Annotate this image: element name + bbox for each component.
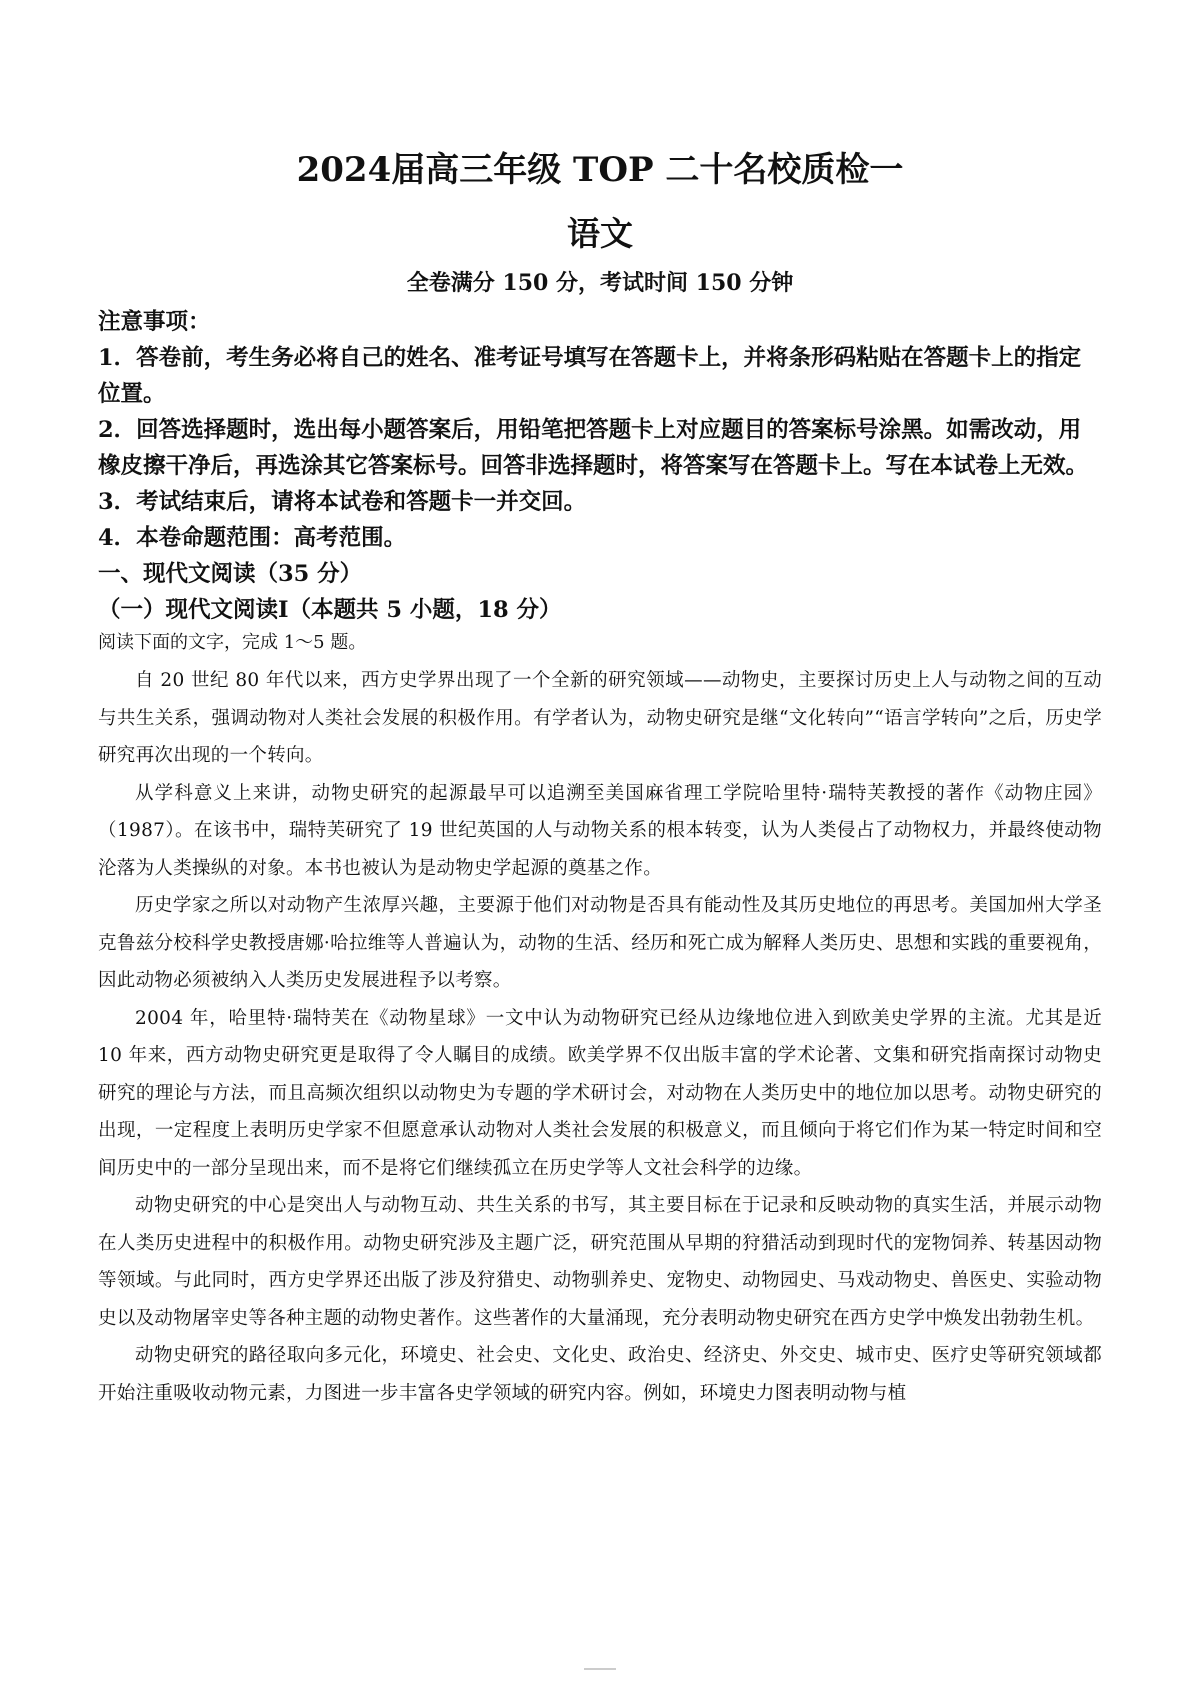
section-heading: 一、现代文阅读（35 分）: [98, 561, 363, 587]
notes-item: 4．本卷命题范围：高考范围。: [98, 525, 407, 551]
passage-paragraph: 动物史研究的路径取向多元化，环境史、社会史、文化史、政治史、经济史、外交史、城市史、医疗史等研究领域都开始注重吸收动物元素，力图进一步丰富各史学领域的研究内容。例如，环境史力图表明动物与植: [98, 1345, 1102, 1404]
exam-title: 2024届高三年级 TOP 二十名校质检一: [296, 150, 904, 190]
exam-info: 全卷满分 150 分，考试时间 150 分钟: [406, 270, 794, 296]
subsection-heading: （一）现代文阅读Ⅰ（本题共 5 小题，18 分）: [98, 597, 562, 623]
subject-title: 语文: [567, 214, 633, 253]
notes-item: 1．答卷前，考生务必将自己的姓名、准考证号填写在答题卡上，并将条形码粘贴在答题卡上的指定位置。: [98, 345, 1082, 407]
passage-paragraph: 2004 年，哈里特·瑞特芙在《动物星球》一文中认为动物研究已经从边缘地位进入到欧美史学界的主流。尤其是近 10 年来，西方动物史研究更是取得了令人瞩目的成绩。欧美学界不仅出版丰富的学术论著、文集和研究指南探讨动物史研究的理论与方法，而且高频次组织以动物史为专题的学术研讨会，对动物在人类历史中的地位加以思考。动物史研究的出现，一定程度上表明历史学家不但愿意承认动物对人类社会发展的积极意义，而且倾向于将它们作为某一特定时间和空间历史中的一部分呈现出来，而不是将它们继续孤立在历史学等人文社会科学的边缘。: [98, 1007, 1102, 1179]
passage-paragraph: 自 20 世纪 80 年代以来，西方史学界出现了一个全新的研究领域——动物史，主要探讨历史上人与动物之间的互动与共生关系，强调动物对人类社会发展的积极作用。有学者认为，动物史研究是继“文化转向”“语言学转向”之后，历史学研究再次出现的一个转向。: [98, 670, 1102, 766]
reading-instruction: 阅读下面的文字，完成 1～5 题。: [98, 632, 367, 653]
notes-section: [98, 304, 1102, 556]
notes-heading: 注意事项：: [98, 309, 211, 335]
passage-paragraph: 动物史研究的中心是突出人与动物互动、共生关系的书写，其主要目标在于记录和反映动物的真实生活，并展示动物在人类历史进程中的积极作用。动物史研究涉及主题广泛，研究范围从早期的狩猎活动到现时代的宠物饲养、转基因动物等领域。与此同时，西方史学界还出版了涉及狩猎史、动物驯养史、宠物史、动物园史、马戏动物史、兽医史、实验动物史以及动物屠宰史等各种主题的动物史著作。这些著作的大量涌现，充分表明动物史研究在西方史学中焕发出勃勃生机。: [98, 1195, 1102, 1329]
notes-item: 3．考试结束后，请将本试卷和答题卡一并交回。: [98, 489, 587, 515]
passage-paragraph: 从学科意义上来讲，动物史研究的起源最早可以追溯至美国麻省理工学院哈里特·瑞特芙教授的著作《动物庄园》（1987）。在该书中，瑞特芙研究了 19 世纪英国的人与动物关系的根本转变，认为人类侵占了动物权力，并最终使动物沦落为人类操纵的对象。本书也被认为是动物史学起源的奠基之作。: [98, 782, 1102, 879]
reading-passage: [98, 662, 1102, 1412]
passage-paragraph: 历史学家之所以对动物产生浓厚兴趣，主要源于他们对动物是否具有能动性及其历史地位的再思考。美国加州大学圣克鲁兹分校科学史教授唐娜·哈拉维等人普遍认为，动物的生活、经历和死亡成为解释人类历史、思想和实践的重要视角，因此动物必须被纳入人类历史发展进程予以考察。: [98, 895, 1102, 991]
notes-item: 2．回答选择题时，选出每小题答案后，用铅笔把答题卡上对应题目的答案标号涂黑。如需改动，用橡皮擦干净后，再选涂其它答案标号。回答非选择题时，将答案写在答题卡上。写在本试卷上无效。: [98, 417, 1089, 479]
page-footer-mark: [584, 1668, 616, 1670]
